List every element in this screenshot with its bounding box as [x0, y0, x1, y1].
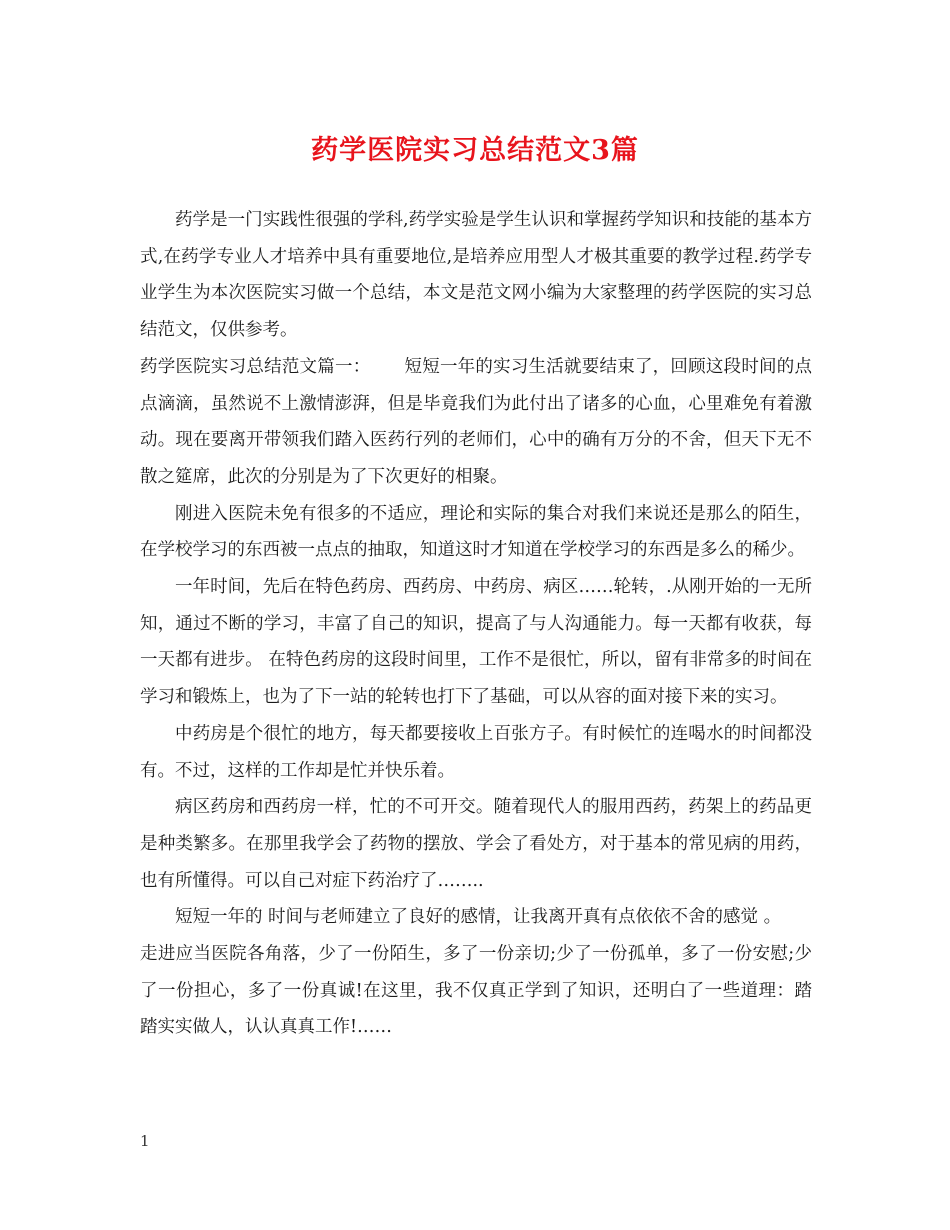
paragraph-adaptation: 刚进入医院未免有很多的不适应，理论和实际的集合对我们来说还是那么的陌生，在学校学习的东西被一点点的抽取，知道这时才知道在学校学习的东西是多么的稀少。 [140, 503, 812, 561]
paragraph-rotation: 一年时间，先后在特色药房、西药房、中药房、病区……轮转，.从刚开始的一无所知，通过不断的学习，丰富了自己的知识，提高了与人沟通能力。每一天都有收获，每一天都有进步。 在特色药房的这段时间里，工作不是很忙，所以，留有非常多的时间在学习和锻炼上，也为了下一站的轮转也打下了基础，可以从容的面对接下来的实习。 [140, 577, 812, 708]
page-number: 1 [140, 1132, 150, 1150]
document-body [140, 202, 812, 1046]
section-first-paragraph [140, 349, 812, 496]
paragraph-farewell: 短短一年的 时间与老师建立了良好的感情，让我离开真有点依依不舍的感觉 。 [175, 907, 782, 928]
paragraph-ward-pharmacy: 病区药房和西药房一样，忙的不可开交。随着现代人的服用西药，药架上的药品更是种类繁多。在那里我学会了药物的摆放、学会了看处方，对于基本的常见病的用药，也有所懂得。可以自己对症下药治疗了…….. [140, 797, 812, 891]
paragraph-chinese-pharmacy: 中药房是个很忙的地方，每天都要接收上百张方子。有时候忙的连喝水的时间都没有。不过，这样的工作却是忙并快乐着。 [140, 723, 812, 781]
document-title: 药学医院实习总结范文3篇 [311, 135, 639, 166]
paragraph-closing: 走进应当医院各角落，少了一份陌生，多了一份亲切;少了一份孤单，多了一份安慰;少了一份担心，多了一份真诚!在这里，我不仅真正学到了知识，还明白了一些道理：踏踏实实做人，认认真真工作!…… [140, 944, 812, 1038]
section-first-text: 短短一年的实习生活就要结束了，回顾这段时间的点点滴滴，虽然说不上激情澎湃，但是毕竟我们为此付出了诸多的心血，心里难免有着激动。现在要离开带领我们踏入医药行列的老师们，心中的确有万分的不舍，但天下无不散之筵席，此次的分别是为了下次更好的相聚。 [140, 356, 813, 487]
section-heading: 药学医院实习总结范文篇一： [140, 356, 371, 377]
intro-paragraph: 药学是一门实践性很强的学科,药学实验是学生认识和掌握药学知识和技能的基本方式,在药学专业人才培养中具有重要地位,是培养应用型人才极其重要的教学过程.药学专业学生为本次医院实习做一个总结，本文是范文网小编为大家整理的药学医院的实习总结范文，仅供参考。 [140, 210, 812, 341]
